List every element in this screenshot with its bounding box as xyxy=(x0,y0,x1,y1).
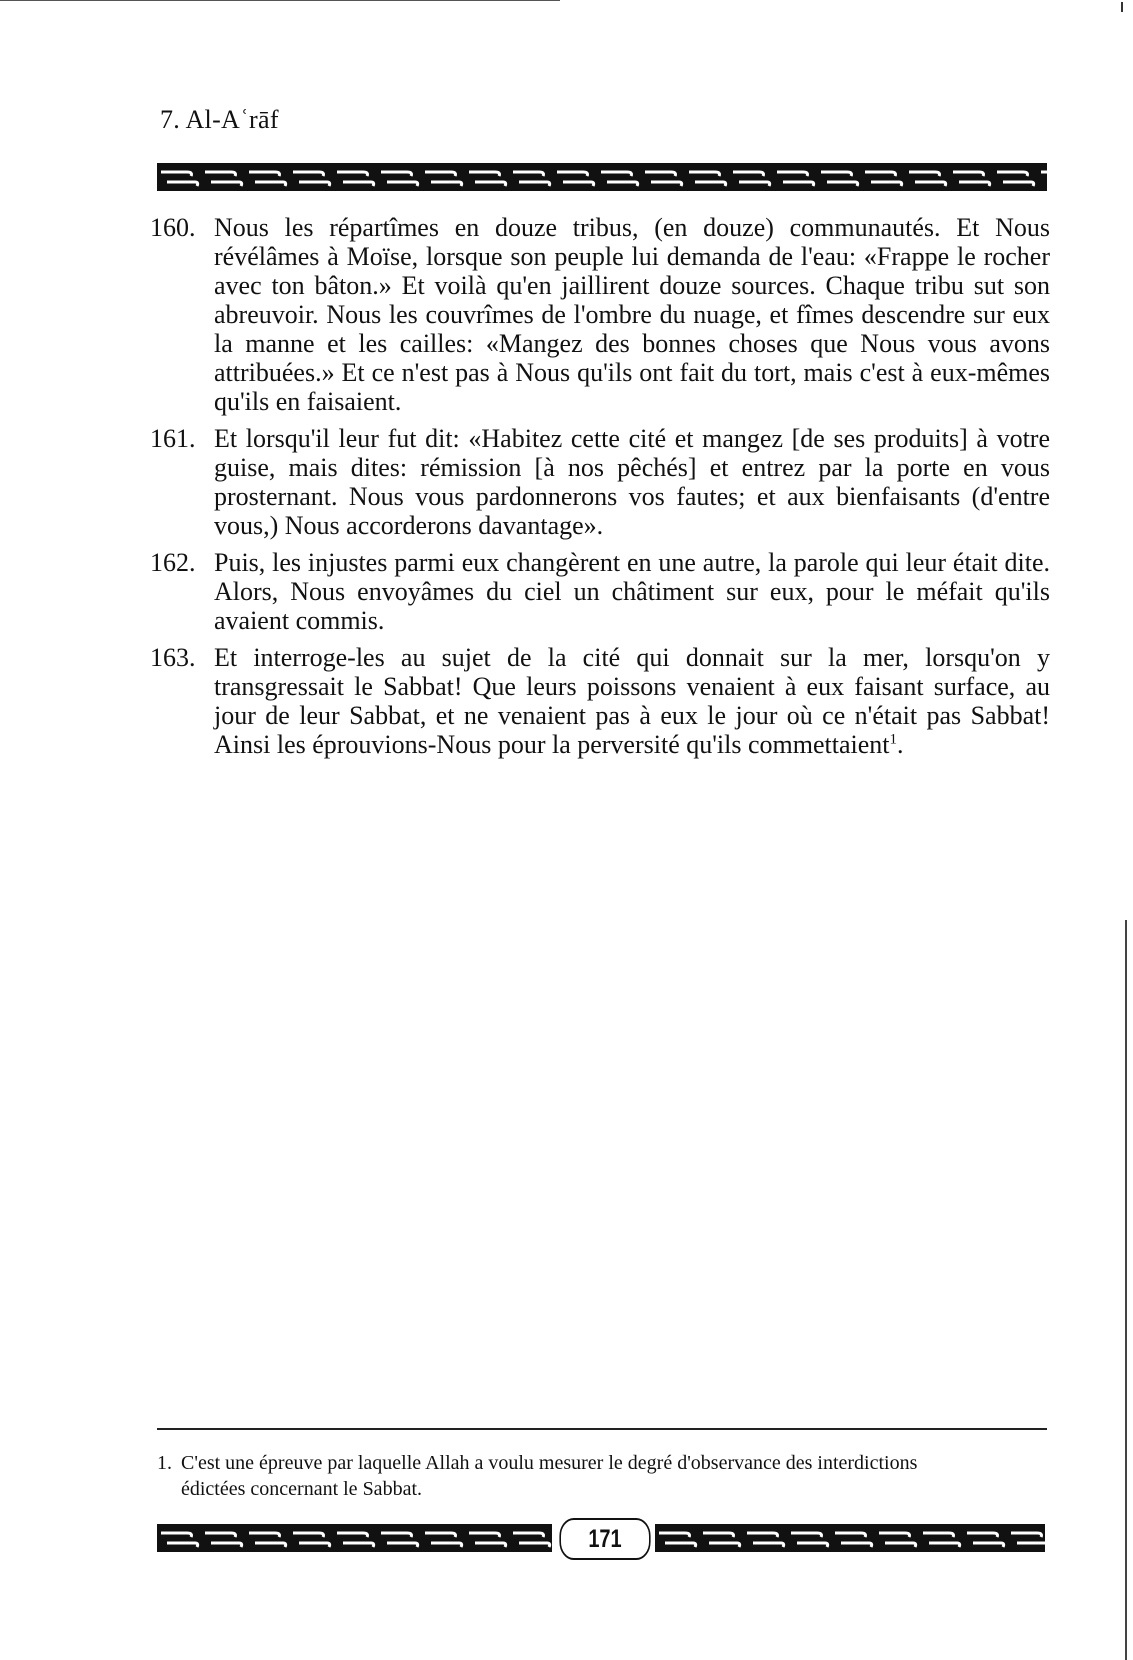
footnote-number: 1. xyxy=(157,1452,172,1474)
footnote-reference: 1 xyxy=(889,731,897,748)
verse-162 xyxy=(150,548,1050,635)
verses-list xyxy=(150,213,1050,767)
verse-number: 163. xyxy=(150,643,196,672)
page-edge-rule xyxy=(1125,920,1127,1660)
running-head: 7. Al-Aʿrāf xyxy=(160,105,279,134)
verse-text: Puis, les injustes parmi eux changèrent en une autre, la parole qui leur était dite. Alors, Nous envoyâmes du ciel un châtiment sur eux, pour le méfait qu'ils avaient commis. xyxy=(214,548,1050,635)
crop-mark xyxy=(1121,2,1123,12)
verse-number: 162. xyxy=(150,548,196,577)
page-number: 171 xyxy=(559,1518,650,1560)
top-edge-rule xyxy=(0,0,560,1)
verse-160 xyxy=(150,213,1050,416)
verse-number: 160. xyxy=(150,213,196,242)
ornamental-band-bottom-right xyxy=(655,1524,1045,1552)
ornamental-band-bottom-left xyxy=(157,1524,552,1552)
verse-text: Et lorsqu'il leur fut dit: «Habitez cette cité et mangez [de ses produits] à votre guise, mais dites: rémission [à nos pêchés] et entrez par la porte en vous prosternant. Nous vous pardonnerons vos fautes; et aux bienfaisants (d'entre vous,) Nous accorderons davantage». xyxy=(214,424,1050,540)
verse-text: Nous les répartîmes en douze tribus, (en douze) communautés. Et Nous révélâmes à Moïse, lorsque son peuple lui demanda de l'eau: «Frappe le rocher avec ton bâton.» Et voilà qu'en jaillirent douze sources. Chaque tribu sut son abreuvoir. Nous les couvrîmes de l'ombre du nuage, et fîmes descendre sur eux la manne et les cailles: «Mangez des bonnes choses que Nous vous avons attribuées.» Et ce n'est pas à Nous qu'ils ont fait du tort, mais c'est à eux-mêmes qu'ils en faisaient. xyxy=(214,213,1050,416)
verse-number: 161. xyxy=(150,424,196,453)
verse-161 xyxy=(150,424,1050,540)
verse-text: Et interroge-les au sujet de la cité qui donnait sur la mer, lorsqu'on y transgressait le Sabbat! Que leurs poissons venaient à eux faisant surface, au jour de leur Sabbat, et ne venaient pas à eux le jour où ce n'était pas Sabbat! Ainsi les éprouvions-Nous pour la perversité qu'ils commettaient xyxy=(214,643,1050,759)
footnote-separator xyxy=(157,1428,1047,1430)
ornamental-band-top xyxy=(157,163,1047,191)
footnote-text-line2: édictées concernant le Sabbat. xyxy=(181,1478,422,1500)
footnote-text-line1: C'est une épreuve par laquelle Allah a voulu mesurer le degré d'observance des interdictions xyxy=(181,1452,918,1474)
footnote xyxy=(157,1450,1047,1502)
verse-end-punctuation: . xyxy=(897,730,904,759)
verse-163 xyxy=(150,643,1050,759)
